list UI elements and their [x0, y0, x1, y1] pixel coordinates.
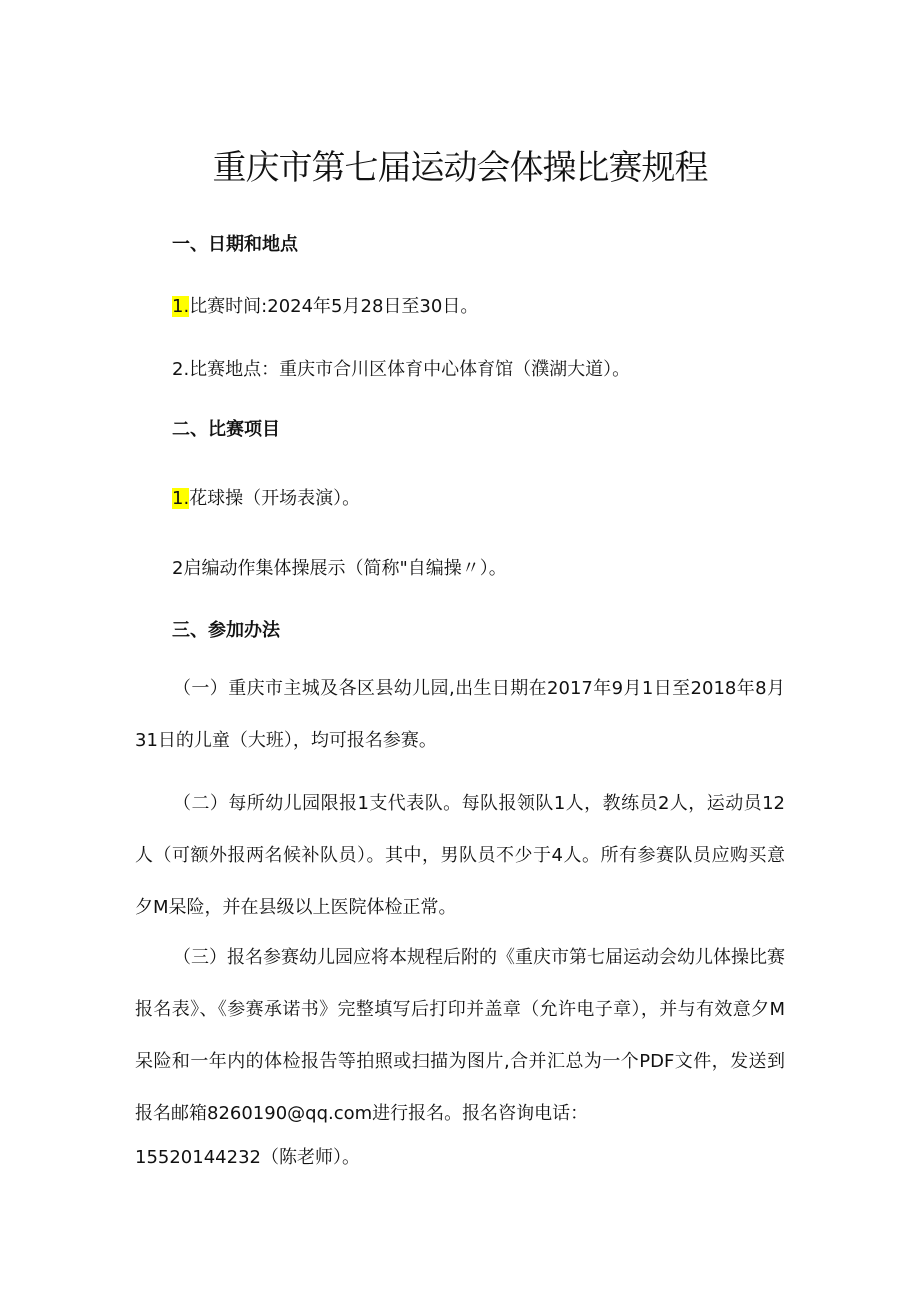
list-item-self-choreographed: 2启编动作集体操展示（简称"自编操〃）。 — [172, 558, 507, 579]
document-title: 重庆市第七届运动会体操比赛规程 — [212, 148, 708, 188]
list-item-pompom — [172, 484, 360, 510]
section-heading-events: 二、比赛项目 — [172, 419, 280, 440]
list-item-competition-venue: 2.比赛地点：重庆市合川区体育中心体育馆（濮湖大道）。 — [172, 359, 631, 380]
paragraph-team-composition: （二）每所幼儿园限报1支代表队。每队报领队1人，教练员2人，运动员12人（可额外报两名候补队员）。其中，男队员不少于4人。所有参赛队员应购买意夕M呆险，并在县级以上医院体检正常。 — [135, 793, 785, 918]
contact-phone: 15520144232（陈老师）。 — [135, 1147, 360, 1168]
section-heading-date-location: 一、日期和地点 — [172, 234, 298, 255]
highlighted-number: 1. — [172, 296, 190, 317]
list-item-text: 花球操（开场表演）。 — [189, 488, 361, 509]
list-item-competition-time — [172, 292, 478, 318]
section-heading-participation: 三、参加办法 — [172, 620, 280, 641]
highlighted-number: 1. — [172, 488, 190, 509]
paragraph-registration: （三）报名参赛幼儿园应将本规程后附的《重庆市第七届运动会幼儿体操比赛报名表》、《参赛承诺书》完整填写后打印并盖章（允许电子章），并与有效意夕M呆险和一年内的体检报告等拍照或扫描为图片,合并汇总为一个PDF文件，发送到报名邮箱8260190@qq.com进行报名。报名咨询电话： — [135, 947, 785, 1124]
list-item-text: 比赛时间:2024年5月28日至30日。 — [189, 296, 479, 317]
paragraph-eligibility: （一）重庆市主城及各区县幼儿园,出生日期在2017年9月1日至2018年8月31日的儿童（大班），均可报名参赛。 — [135, 678, 785, 751]
